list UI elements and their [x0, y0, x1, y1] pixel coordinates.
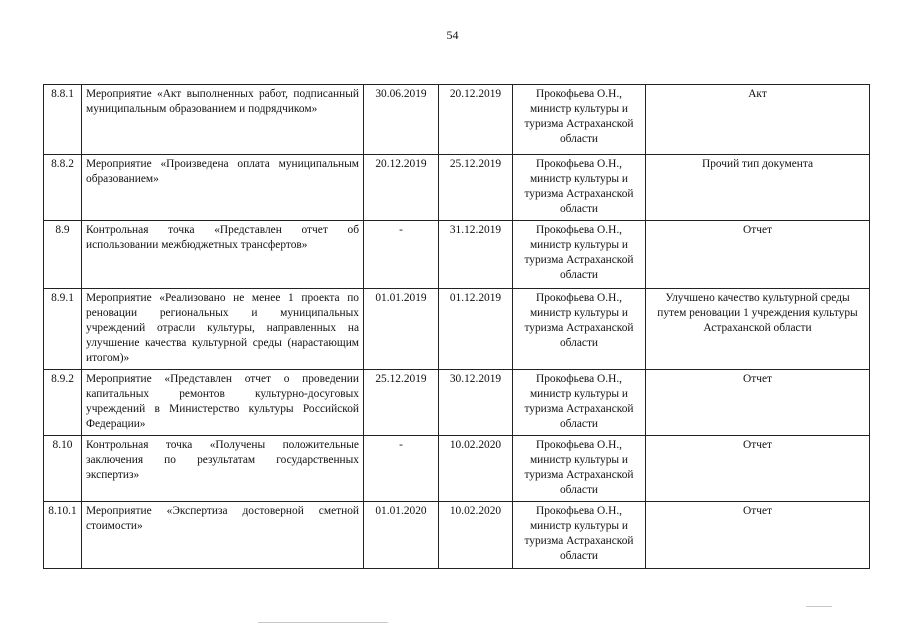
document-type: Отчет — [646, 436, 870, 502]
end-date: 10.02.2020 — [439, 436, 513, 502]
table-row — [44, 221, 870, 289]
end-date: 10.02.2020 — [439, 502, 513, 569]
page-number: 54 — [446, 28, 459, 42]
start-date: 01.01.2020 — [364, 502, 439, 569]
row-number: 8.10 — [44, 436, 82, 502]
row-number: 8.9.1 — [44, 289, 82, 370]
document-type: Прочий тип документа — [646, 155, 870, 221]
table-row — [44, 436, 870, 502]
start-date: 30.06.2019 — [364, 85, 439, 155]
row-number: 8.9.2 — [44, 370, 82, 436]
event-name: Мероприятие «Реализовано не менее 1 проекта по реновации региональных и муниципальных учреждений отрасли культуры, направленных на улучшение качества культурной среды (нарастающим итогом)» — [82, 289, 364, 370]
responsible-person: Прокофьева О.Н., министр культуры и туризма Астраханской области — [513, 502, 646, 569]
start-date: 25.12.2019 — [364, 370, 439, 436]
scan-artifact — [258, 622, 388, 623]
event-name: Мероприятие «Акт выполненных работ, подписанный муниципальным образованием и подрядчиком» — [82, 85, 364, 155]
responsible-person: Прокофьева О.Н., министр культуры и туризма Астраханской области — [513, 436, 646, 502]
document-type: Отчет — [646, 221, 870, 289]
responsible-person: Прокофьева О.Н., министр культуры и туризма Астраханской области — [513, 221, 646, 289]
document-type: Акт — [646, 85, 870, 155]
responsible-person: Прокофьева О.Н., министр культуры и туризма Астраханской области — [513, 85, 646, 155]
responsible-person: Прокофьева О.Н., министр культуры и туризма Астраханской области — [513, 289, 646, 370]
responsible-person: Прокофьева О.Н., министр культуры и туризма Астраханской области — [513, 155, 646, 221]
end-date: 25.12.2019 — [439, 155, 513, 221]
end-date: 31.12.2019 — [439, 221, 513, 289]
event-name: Мероприятие «Представлен отчет о проведении капитальных ремонтов культурно-досуговых учреждений в Министерство культуры Российской Федерации» — [82, 370, 364, 436]
event-name: Мероприятие «Экспертиза достоверной сметной стоимости» — [82, 502, 364, 569]
document-type: Улучшено качество культурной среды путем реновации 1 учреждения культуры Астраханской области — [646, 289, 870, 370]
table-row — [44, 370, 870, 436]
plan-table — [43, 84, 870, 569]
scan-artifact — [806, 606, 832, 607]
row-number: 8.9 — [44, 221, 82, 289]
start-date: 01.01.2019 — [364, 289, 439, 370]
table-row — [44, 289, 870, 370]
table-row — [44, 502, 870, 569]
end-date: 20.12.2019 — [439, 85, 513, 155]
document-type: Отчет — [646, 370, 870, 436]
end-date: 30.12.2019 — [439, 370, 513, 436]
row-number: 8.10.1 — [44, 502, 82, 569]
table-row — [44, 85, 870, 155]
table-row — [44, 155, 870, 221]
row-number: 8.8.2 — [44, 155, 82, 221]
row-number: 8.8.1 — [44, 85, 82, 155]
event-name: Мероприятие «Произведена оплата муниципальным образованием» — [82, 155, 364, 221]
end-date: 01.12.2019 — [439, 289, 513, 370]
document-type: Отчет — [646, 502, 870, 569]
start-date: - — [364, 436, 439, 502]
event-name: Контрольная точка «Получены положительные заключения по результатам государственных экспертиз» — [82, 436, 364, 502]
event-name: Контрольная точка «Представлен отчет об использовании межбюджетных трансфертов» — [82, 221, 364, 289]
start-date: - — [364, 221, 439, 289]
start-date: 20.12.2019 — [364, 155, 439, 221]
responsible-person: Прокофьева О.Н., министр культуры и туризма Астраханской области — [513, 370, 646, 436]
